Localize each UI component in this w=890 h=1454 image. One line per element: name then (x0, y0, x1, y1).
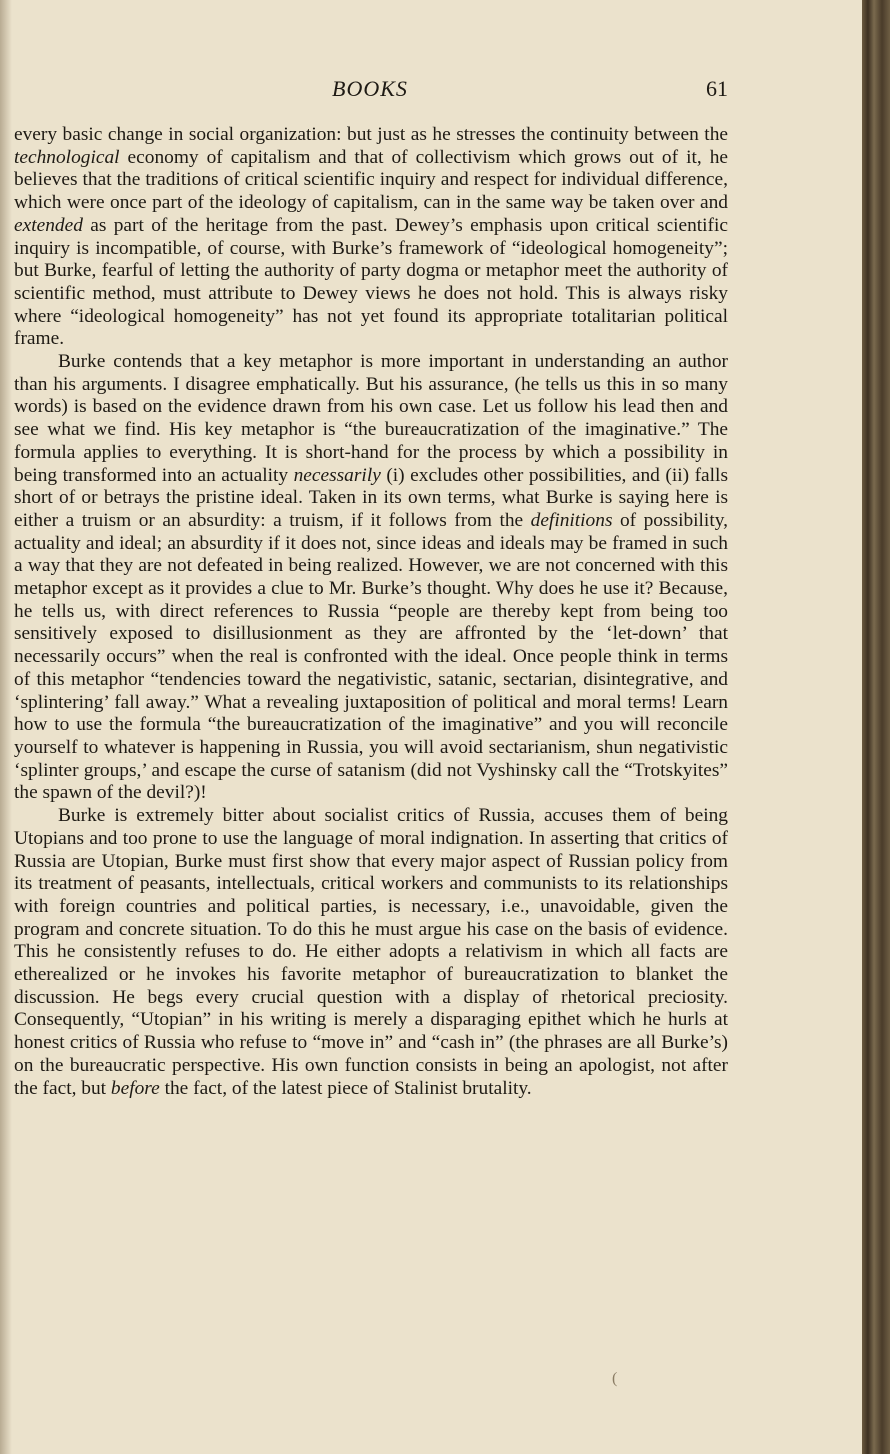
paragraph (14, 351, 728, 805)
text-run: of possibility, actuality and ideal; an absurdity if it does not, since ideas and ideals may be framed in such a way that they are not defeated in being realized. However, we are not concerned with this metaphor except as it provides a clue to Mr. Burke’s thought. Why does he use it? Because, he tells us, with direct references to Russia “people are thereby kept from being too sensitively exposed to disillusionment as they are affronted by the ‘let-down’ that necessarily occurs” when the real is confronted with the ideal. Once people think in terms of this metaphor “tendencies toward the negativistic, satanic, sectarian, disintegrative, and ‘splintering’ fall away.” What a revealing juxtaposition of political and moral terms! Learn how to use the formula “the bureaucratization of the imaginative” and you will reconcile yourself to whatever is happening in Russia, you will avoid sectarianism, shun negativistic ‘splinter groups,’ and escape the curse of satanism (did not Vyshinsky call the “Trotskyites” the spawn of the devil?)! (14, 509, 728, 804)
stray-pencil-mark: ( (612, 1370, 618, 1387)
text-run: as part of the heritage from the past. Dewey’s emphasis upon critical scientific inquiry is incompatible, of course, with Burke’s framework of “ideological homogeneity”; but Burke, fearful of letting the authority of party dogma or metaphor meet the authority of scientific method, must attribute to Dewey views he does not hold. This is always risky where “ideological homogeneity” has not yet found its appropriate totalitarian political frame. (14, 214, 728, 350)
text-run: (i) excludes other possibilities, and (ii) falls short of or betrays the pristine ideal. Taken in its own terms, what Burke is saying here is either a truism or an absurdity: a truism, if it follows from the (14, 464, 728, 531)
italic-text: technological (14, 146, 120, 168)
text-run: Burke contends that a key metaphor is more important in understanding an author than his arguments. I disagree emphatically. But his assurance, (he tells us this in so many words) is based on the evidence drawn from his own case. Let us follow his lead then and see what we find. His key metaphor is “the bureaucratization of the imaginative.” The formula applies to everything. It is short-hand for the process by which a possibility in being transformed into an actuality (14, 351, 728, 486)
page-edge (862, 0, 890, 1454)
text-run: the fact, of the latest piece of Stalinist brutality. (159, 1077, 532, 1099)
text-run: economy of capitalism and that of collectivism which grows out of it, he believes that the traditions of critical scientific inquiry and respect for individual difference, which were once part of the ideology of capitalism, can in the same way be taken over and (14, 146, 728, 214)
italic-text: definitions (530, 509, 613, 531)
text-run: every basic change in social organization: but just as he stresses the continuity between the (14, 124, 728, 145)
italic-text: extended (14, 214, 83, 236)
running-head: BOOKS (332, 76, 408, 101)
text-run: Burke is extremely bitter about socialist critics of Russia, accuses them of being Utopians and too prone to use the language of moral indignation. In asserting that critics of Russia are Utopian, Burke must first show that every major aspect of Russian policy from its treatment of peasants, intellectuals, critical workers and communists to its relationships with foreign countries and political parties, is necessary, i.e., unavoidable, given the program and concrete situation. To do this he must argue his case on the basis of evidence. This he consistently refuses to do. He either adopts a relativism in which all facts are etherealized or he invokes his favorite metaphor of bureaucratization to blanket the discussion. He begs every crucial question with a display of rhetorical preciosity. Consequently, “Utopian” in his writing is merely a disparaging epithet which he hurls at honest critics of Russia who refuse to “move in” and “cash in” (the phrases are all Burke’s) on the bureaucratic perspective. His own function consists in being an apologist, not after the fact, but (14, 805, 728, 1099)
italic-text: before (110, 1077, 160, 1099)
spine-shadow (0, 0, 12, 1454)
paragraph (14, 805, 728, 1100)
page-number: 61 (706, 76, 728, 101)
paragraph (14, 124, 728, 351)
body-text (14, 124, 728, 1100)
italic-text: necessarily (293, 464, 381, 486)
